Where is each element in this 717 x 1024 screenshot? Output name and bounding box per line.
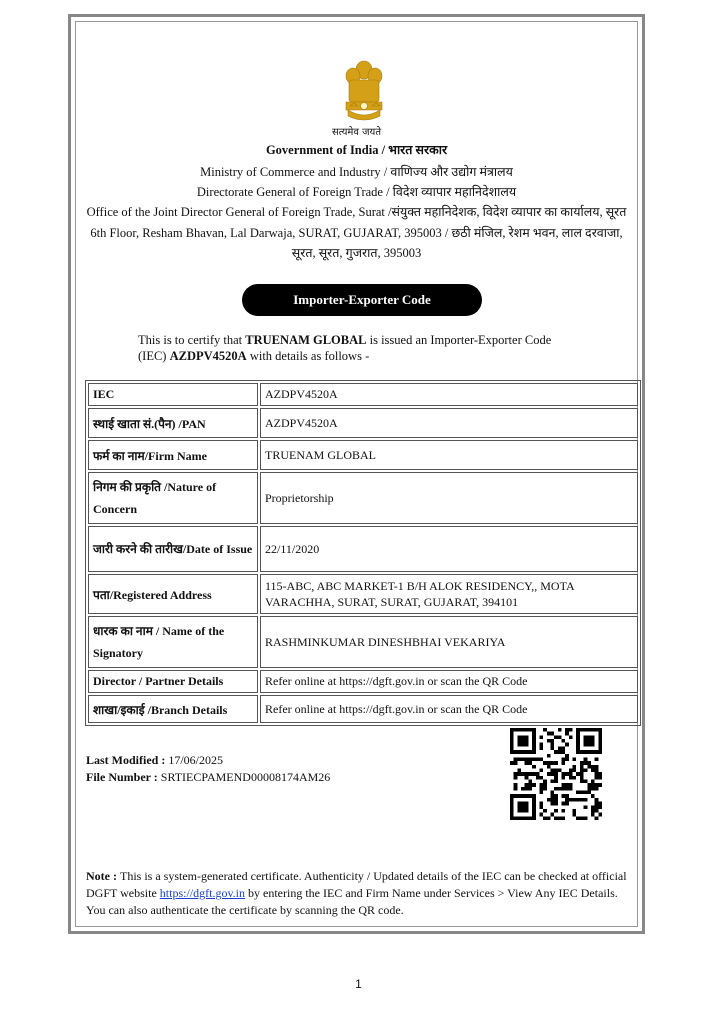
iec-inline: AZDPV4520A [169, 349, 247, 363]
row-value: RASHMINKUMAR DINESHBHAI VEKARIYA [260, 616, 638, 668]
row-label: पता/Registered Address [88, 574, 258, 614]
row-value: AZDPV4520A [260, 383, 638, 406]
row-label: Director / Partner Details [88, 670, 258, 693]
dgft-website-link[interactable]: https://dgft.gov.in [159, 886, 246, 900]
emblem-motto: सत्यमेव जयते [331, 127, 382, 138]
directorate-line: Directorate General of Foreign Trade / विदेश व्यापार महानिदेशालय [196, 185, 517, 199]
row-value: Refer online at https://dgft.gov.in or scan the QR Code [260, 670, 638, 693]
certificate-border [68, 14, 645, 934]
ministry-line: Ministry of Commerce and Industry / वाणिज्य और उद्योग मंत्रालय [200, 165, 513, 179]
qr-code-icon[interactable] [510, 728, 602, 820]
row-value: 115-ABC, ABC MARKET-1 B/H ALOK RESIDENCY,, MOTA VARACHHA, SURAT, SURAT, GUJARAT, 394101 [260, 574, 638, 614]
certificate-title-banner: Importer-Exporter Code [242, 284, 482, 316]
row-value: 22/11/2020 [260, 526, 638, 572]
row-value: Proprietorship [260, 472, 638, 524]
row-value: TRUENAM GLOBAL [260, 440, 638, 470]
footer-note: Note : This is a system-generated certificate. Authenticity / Updated details of the IEC can be checked at official DGFT website https://dgft.gov.in by entering the IEC and Firm Name under Services > View Any IEC Details. You can also authenticate the certificate by scanning the QR code. [86, 869, 627, 917]
table-row [88, 616, 638, 668]
row-label: निगम की प्रकृति /Nature of Concern [88, 472, 258, 524]
page-number: 1 [355, 977, 362, 991]
table-row [88, 695, 638, 723]
office-address-line1: 6th Floor, Resham Bhavan, Lal Darwaja, SURAT, GUJARAT, 395003 / छठी मंजिल, रेशम भवन, लाल दरवाजा, [90, 226, 623, 240]
table-row [88, 670, 638, 693]
row-value: AZDPV4520A [260, 408, 638, 438]
table-row [88, 440, 638, 470]
table-row [88, 472, 638, 524]
table-row [88, 408, 638, 438]
row-label: जारी करने की तारीख/Date of Issue [88, 526, 258, 572]
certification-statement: This is to certify that TRUENAM GLOBAL is issued an Importer-Exporter Code (IEC) AZDPV4520A with details as follows - [138, 333, 552, 363]
office-address-line2: सूरत, सूरत, गुजरात, 395003 [291, 246, 422, 260]
row-label: IEC [88, 383, 258, 406]
last-modified: Last Modified : 17/06/2025 [86, 753, 224, 767]
table-row [88, 383, 638, 406]
government-title: Government of India / भारत सरकार [265, 143, 448, 157]
iec-details-table [85, 380, 641, 726]
certificate-meta [86, 752, 330, 786]
row-value: Refer online at https://dgft.gov.in or scan the QR Code [260, 695, 638, 723]
table-row [88, 574, 638, 614]
row-label: धारक का नाम / Name of the Signatory [88, 616, 258, 668]
file-number: File Number : SRTIECPAMEND00008174AM26 [86, 770, 331, 784]
certificate-inner-border [75, 21, 638, 927]
office-line: Office of the Joint Director General of Foreign Trade, Surat /संयुक्त महानिदेशक, विदेश व्यापार का कार्यालय, सूरत [86, 205, 627, 219]
table-row [88, 526, 638, 572]
row-label: शाखा/इकाई /Branch Details [88, 695, 258, 723]
row-label: फर्म का नाम/Firm Name [88, 440, 258, 470]
firm-name-inline: TRUENAM GLOBAL [245, 333, 367, 347]
row-label: स्थाई खाता सं.(पैन) /PAN [88, 408, 258, 438]
